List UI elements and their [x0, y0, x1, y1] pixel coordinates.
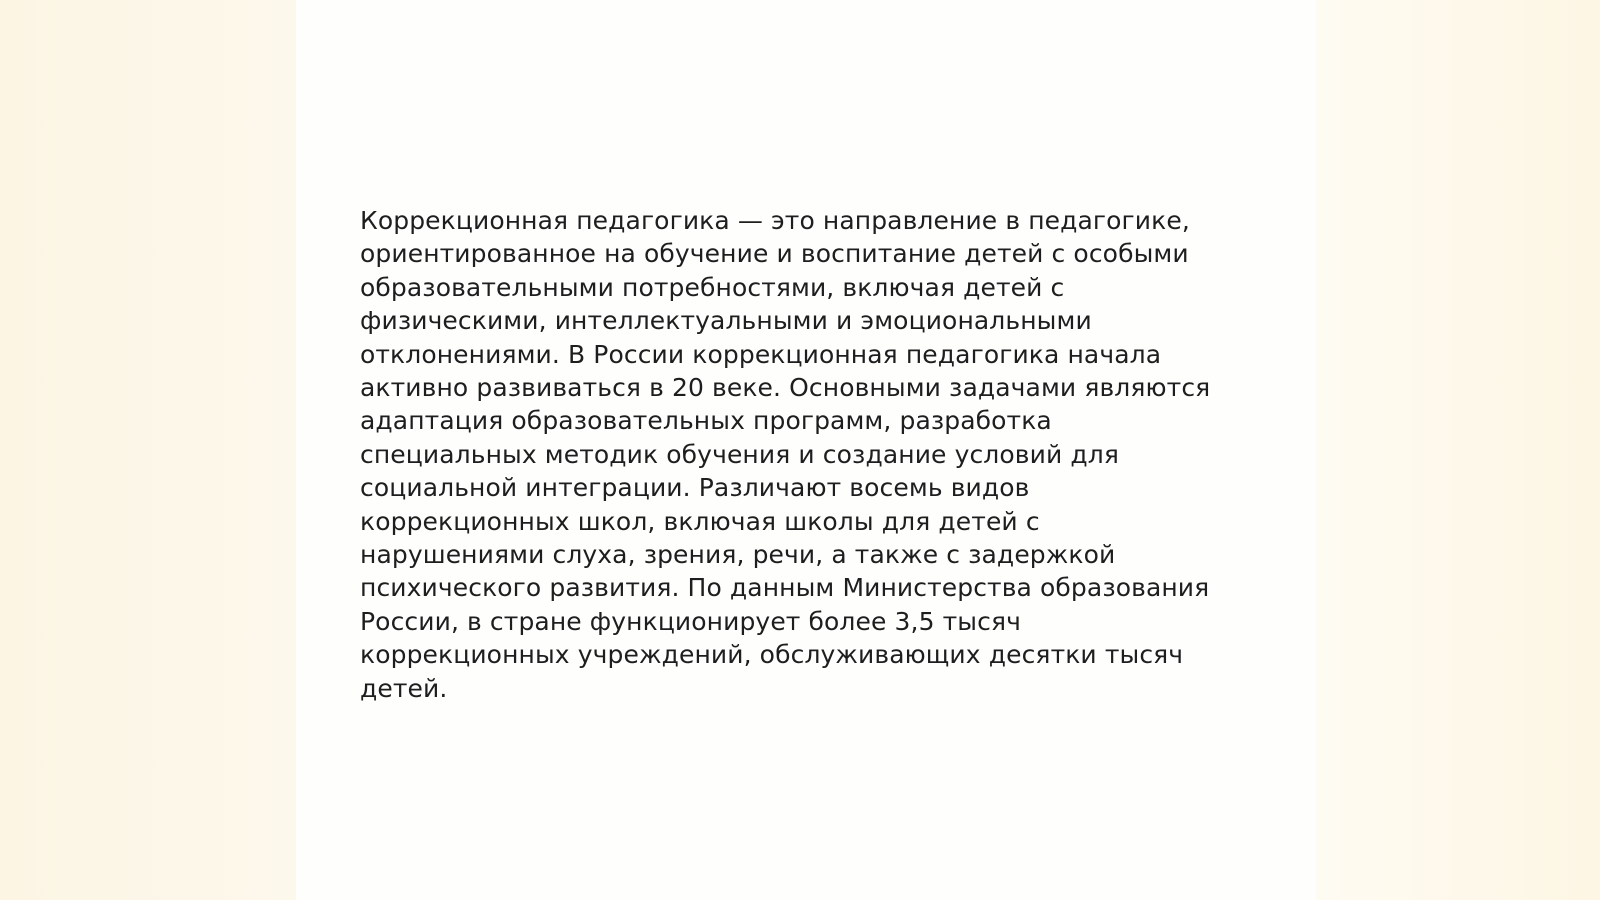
paragraph-line: адаптация образовательных программ, разработка	[360, 406, 1052, 436]
paragraph-line: образовательными потребностями, включая детей с	[360, 272, 1065, 302]
paragraph-line: отклонениями. В России коррекционная педагогика начала	[360, 339, 1162, 369]
paragraph-line: активно развиваться в 20 веке. Основными задачами являются	[360, 373, 1211, 403]
paragraph-line: социальной интеграции. Различают восемь видов	[360, 473, 1030, 503]
background-left-margin	[0, 0, 296, 900]
paragraph-line: детей.	[360, 673, 448, 703]
paragraph-line: нарушениями слуха, зрения, речи, а также с задержкой	[360, 540, 1116, 570]
paragraph-line: Коррекционная педагогика — это направление в педагогике,	[360, 206, 1190, 235]
background-right-margin	[1316, 0, 1600, 900]
paragraph-line: коррекционных школ, включая школы для детей с	[360, 506, 1040, 536]
paragraph-line: коррекционных учреждений, обслуживающих десятки тысяч	[360, 640, 1184, 670]
paragraph-line: психического развития. По данным Министерства образования	[360, 573, 1210, 603]
paragraph-line: России, в стране функционирует более 3,5 тысяч	[360, 606, 1021, 636]
paragraph-line: физическими, интеллектуальными и эмоциональными	[360, 306, 1092, 336]
paragraph-line: специальных методик обучения и создание условий для	[360, 439, 1119, 469]
paragraph-line: ориентированное на обучение и воспитание детей с особыми	[360, 239, 1189, 269]
body-paragraph	[360, 204, 1260, 705]
document-page	[296, 0, 1316, 900]
